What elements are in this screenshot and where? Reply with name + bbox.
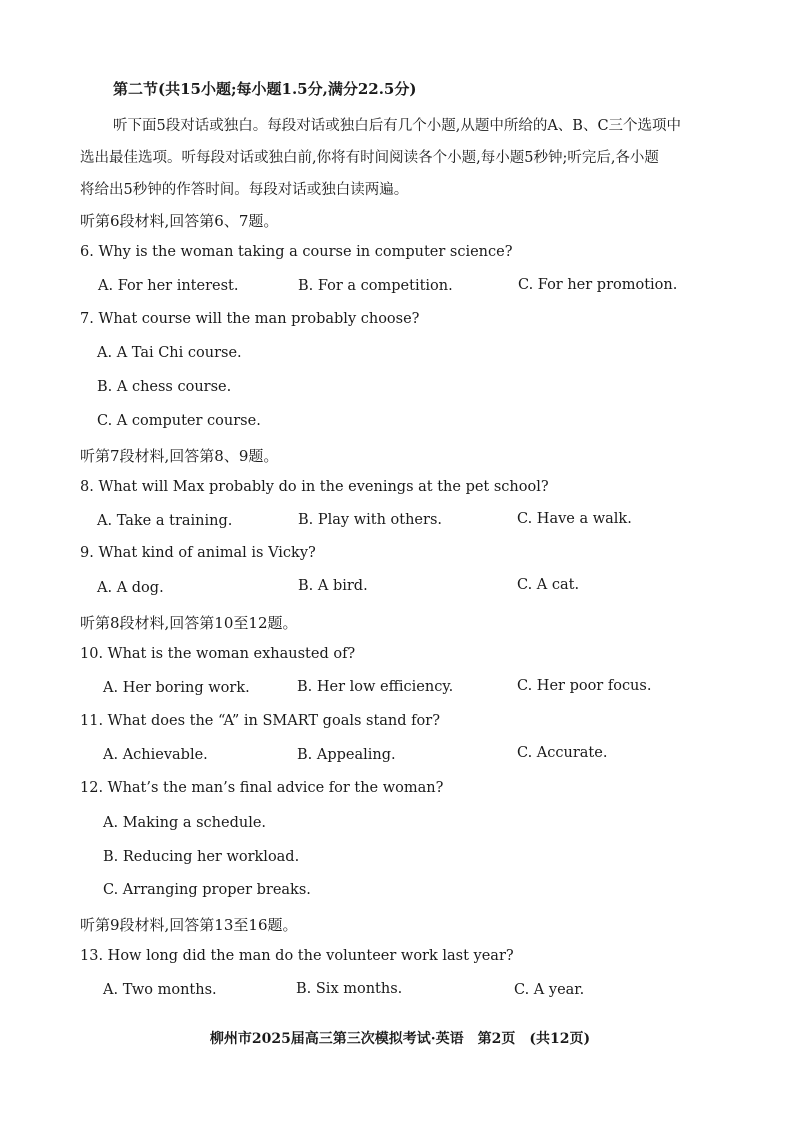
section-title: 第二节(共15小题;每小题1.5分,满分22.5分) [113,80,417,98]
option: C. Arranging proper breaks. [103,882,311,898]
option: C. Her poor focus. [517,678,652,694]
option: B. Her low efficiency. [297,679,454,695]
option: B. For a competition. [298,278,453,294]
question-stem: 6. Why is the woman taking a course in computer science? [80,244,513,260]
option: B. Appealing. [297,747,396,763]
option: C. A computer course. [97,413,261,429]
option: A. A Tai Chi course. [97,345,242,361]
question-stem: 7. What course will the man probably choose? [80,311,420,327]
option: A. Two months. [103,982,217,998]
option: B. A chess course. [97,379,232,395]
question-stem: 9. What kind of animal is Vicky? [80,545,316,561]
option: A. Take a training. [97,513,233,529]
option: C. A cat. [517,577,580,593]
group-heading: 听第8段材料,回答第10至12题。 [80,614,298,632]
option: C. For her promotion. [518,277,678,293]
question-stem: 13. How long did the man do the volunteer work last year? [80,948,514,964]
option: A. A dog. [97,580,164,596]
option: C. Accurate. [517,745,608,761]
page-footer: 柳州市2025届高三第三次模拟考试·英语 第2页 (共12页) [209,1031,591,1047]
option: B. Reducing her workload. [103,849,300,865]
question-stem: 10. What is the woman exhausted of? [80,646,356,662]
group-heading: 听第9段材料,回答第13至16题。 [80,916,298,934]
option: A. Her boring work. [103,680,250,696]
group-heading: 听第7段材料,回答第8、9题。 [80,447,279,465]
instructions [80,110,740,206]
instruction-line: 听下面5段对话或独白。每段对话或独白后有几个小题,从题中所给的A、B、C三个选项中 [113,118,682,134]
option: A. Making a schedule. [103,815,267,831]
option: A. For her interest. [98,278,239,294]
option: B. Six months. [296,981,403,997]
option: B. A bird. [298,578,368,594]
option: A. Achievable. [103,747,208,763]
question-stem: 11. What does the “A” in SMART goals stand for? [80,713,440,729]
option: C. A year. [514,982,585,998]
instruction-line: 选出最佳选项。听每段对话或独白前,你将有时间阅读各个小题,每小题5秒钟;听完后,各小题 [80,150,659,166]
question-stem: 8. What will Max probably do in the evenings at the pet school? [80,479,549,495]
question-stem: 12. What’s the man’s final advice for the woman? [80,780,444,796]
instruction-line: 将给出5秒钟的作答时间。每段对话或独白读两遍。 [80,182,409,198]
option: B. Play with others. [298,512,442,528]
option: C. Have a walk. [517,511,632,527]
group-heading: 听第6段材料,回答第6、7题。 [80,212,279,230]
